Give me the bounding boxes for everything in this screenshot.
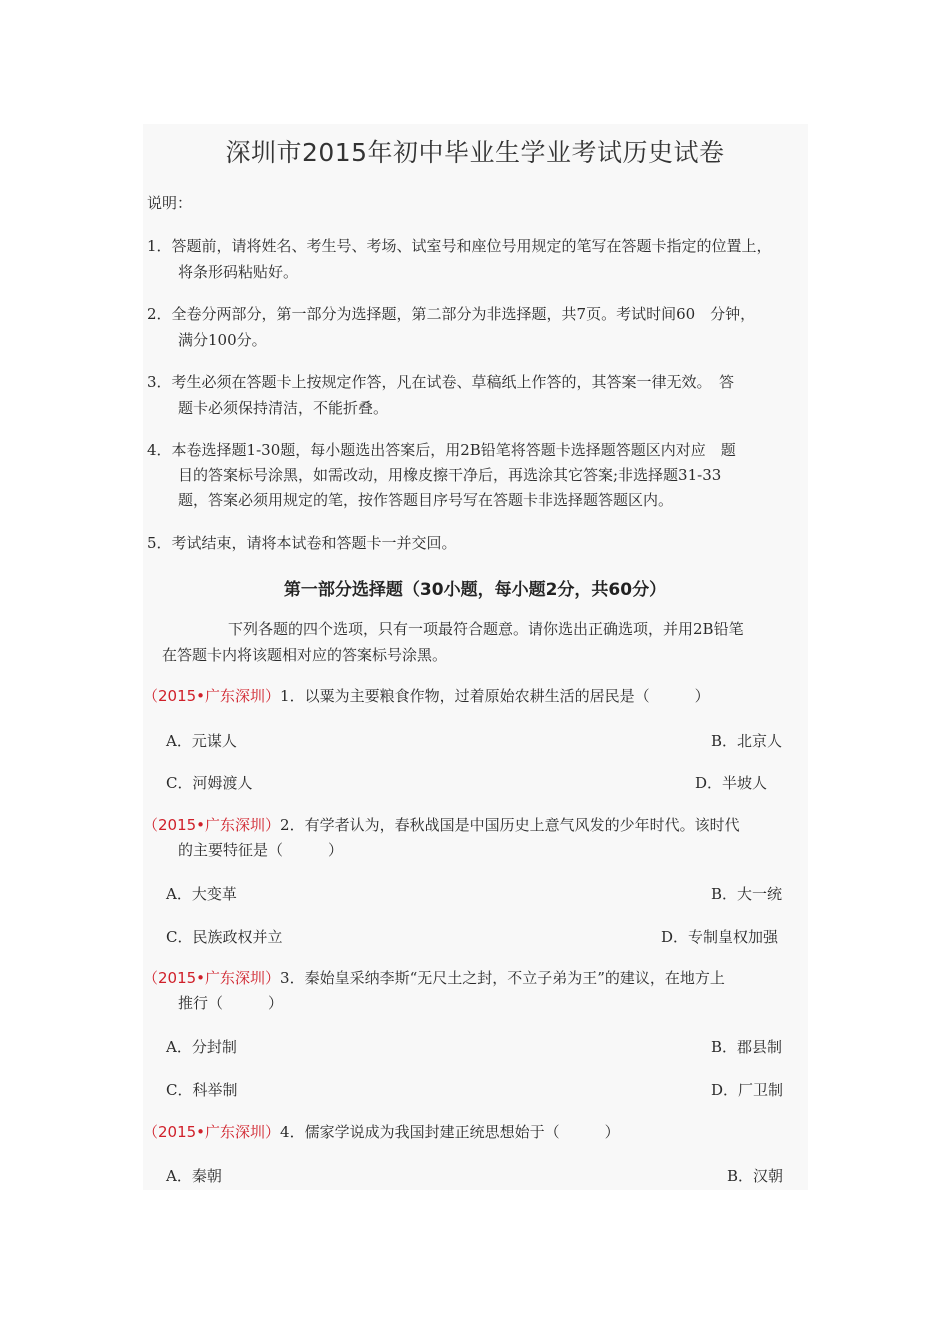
question-1 (143, 686, 710, 706)
instruction-item: 5．考试结束，请将本试卷和答题卡一并交回。 (147, 534, 457, 552)
option-d: D．专制皇权加强 (661, 928, 779, 946)
question-stem-cont: 的主要特征是（ ） (178, 841, 344, 859)
question-source: （2015•广东深圳） (143, 816, 281, 834)
option-b: B．北京人 (711, 732, 783, 750)
instruction-item-cont: 满分100分。 (178, 331, 267, 349)
question-2 (143, 815, 740, 835)
question-stem: 4．儒家学说成为我国封建正统思想始于（ ） (280, 1123, 620, 1141)
option-c: C．科举制 (166, 1081, 238, 1099)
question-stem: 3．秦始皇采纳李斯“无尺土之封，不立子弟为王”的建议，在地方上 (280, 969, 725, 987)
question-source: （2015•广东深圳） (143, 1123, 281, 1141)
option-b: B．大一统 (711, 885, 783, 903)
question-source: （2015•广东深圳） (143, 969, 281, 987)
option-a: A．分封制 (166, 1038, 237, 1056)
option-a: A．元谋人 (166, 732, 237, 750)
option-b: B．汉朝 (727, 1167, 784, 1185)
question-source: （2015•广东深圳） (143, 687, 281, 705)
instruction-item-cont: 目的答案标号涂黑，如需改动，用橡皮擦干净后，再选涂其它答案;非选择题31-33 (178, 466, 722, 484)
instruction-item-cont: 题，答案必须用规定的笔，按作答题目序号写在答题卡非选择题答题区内。 (178, 491, 674, 509)
instruction-item: 2．全卷分两部分，第一部分为选择题，第二部分为非选择题，共7页。考试时间60 分钟， (147, 305, 756, 323)
option-c: C．河姆渡人 (166, 774, 253, 792)
question-3 (143, 968, 725, 988)
section-intro: 下列各题的四个选项，只有一项最符合题意。请你选出正确选项，并用2B铅笔 (228, 620, 744, 638)
option-d: D．半坡人 (695, 774, 768, 792)
page-title: 深圳市2015年初中毕业生学业考试历史试卷 (225, 138, 725, 167)
question-stem-cont: 推行（ ） (178, 994, 284, 1012)
question-stem: 2．有学者认为，春秋战国是中国历史上意气风发的少年时代。该时代 (280, 816, 740, 834)
option-a: A．大变革 (166, 885, 237, 903)
option-d: D．厂卫制 (711, 1081, 784, 1099)
instruction-item-cont: 题卡必须保持清洁，不能折叠。 (178, 399, 389, 417)
option-a: A．秦朝 (166, 1167, 222, 1185)
section-intro-cont: 在答题卡内将该题相对应的答案标号涂黑。 (162, 646, 448, 664)
instructions-label: 说明： (147, 194, 193, 212)
instruction-item: 4．本卷选择题1-30题，每小题选出答案后，用2B铅笔将答题卡选择题答题区内对应 题 (147, 441, 736, 459)
question-stem: 1．以粟为主要粮食作物，过着原始农耕生活的居民是（ ） (280, 687, 710, 705)
question-4 (143, 1122, 620, 1142)
option-b: B．郡县制 (711, 1038, 783, 1056)
instruction-item: 1．答题前，请将姓名、考生号、考场、试室号和座位号用规定的笔写在答题卡指定的位置上， (147, 237, 772, 255)
instruction-item: 3．考生必须在答题卡上按规定作答，凡在试卷、草稿纸上作答的，其答案一律无效。 答 (147, 373, 735, 391)
instruction-item-cont: 将条形码粘贴好。 (178, 263, 299, 281)
option-c: C．民族政权并立 (166, 928, 283, 946)
section-heading: 第一部分选择题（30小题，每小题2分，共60分） (283, 580, 667, 600)
